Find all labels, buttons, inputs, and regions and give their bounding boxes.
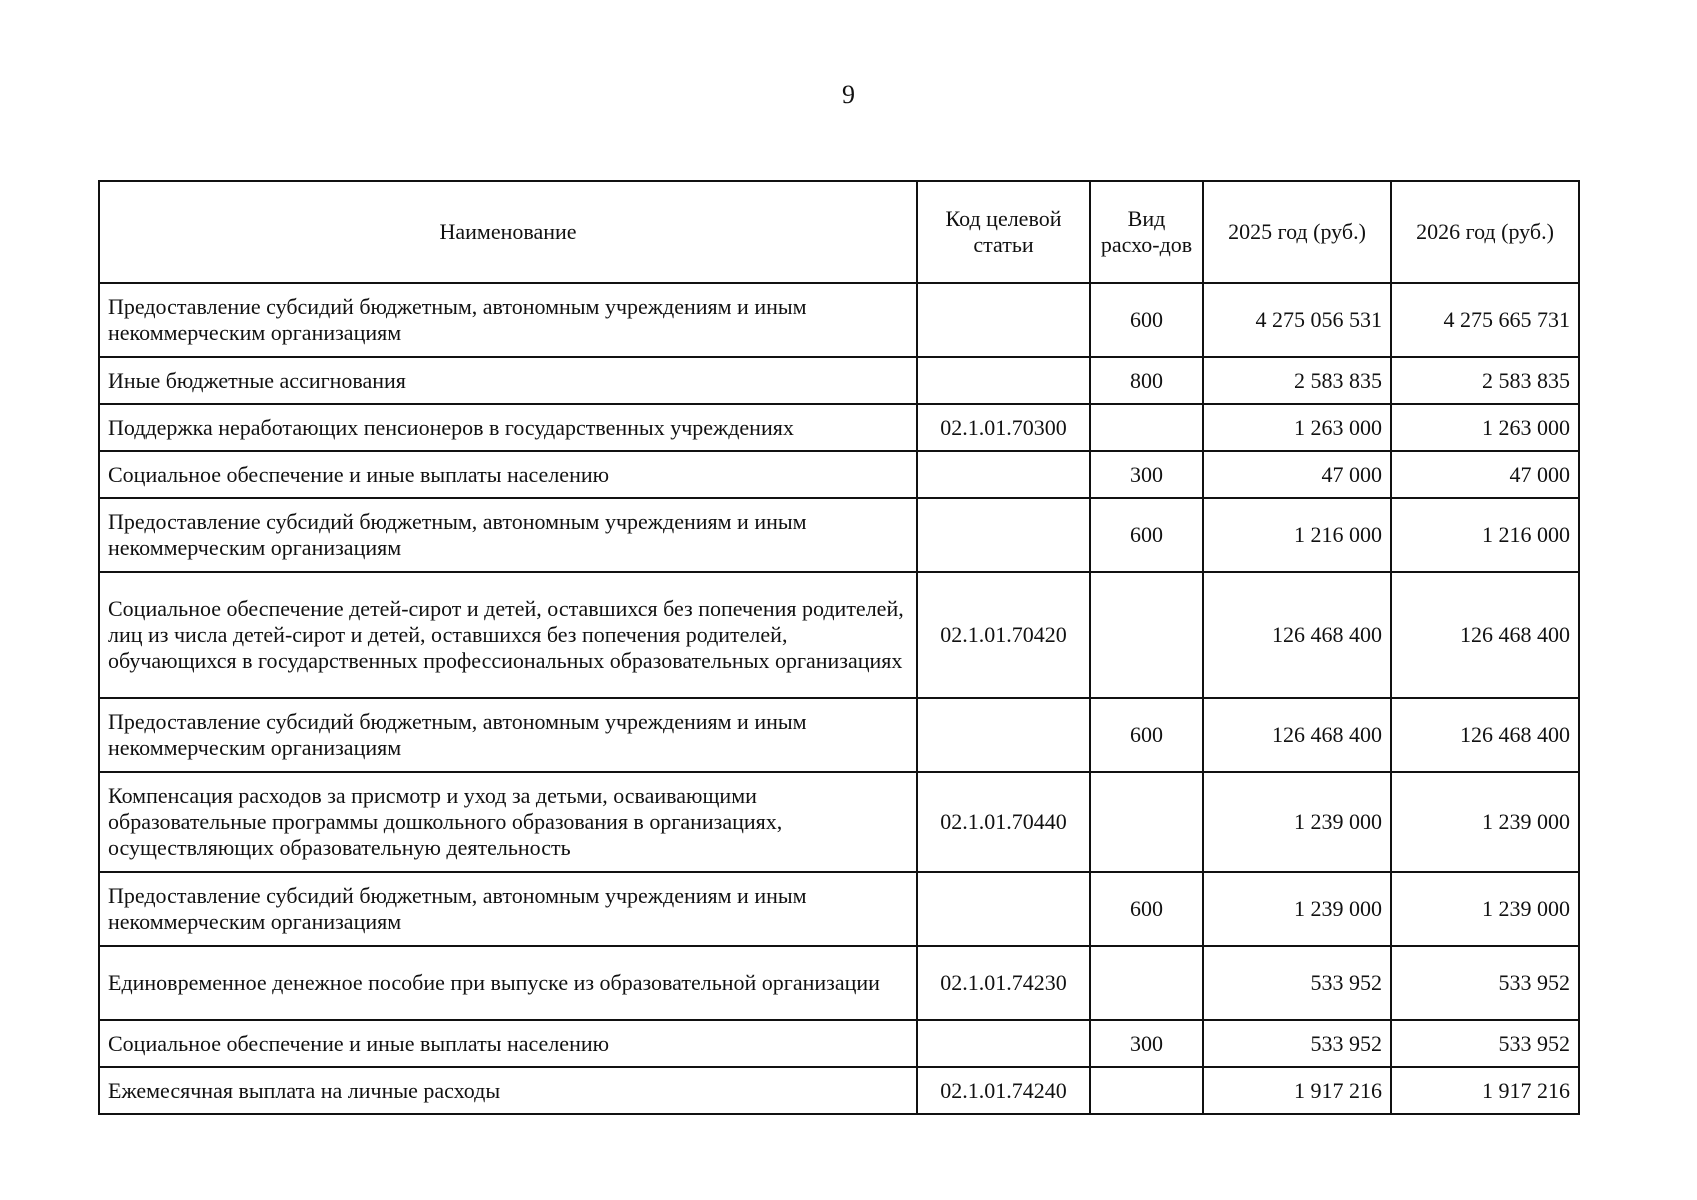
row-amount-2026: 533 952: [1391, 1020, 1579, 1067]
row-code: [917, 1020, 1090, 1067]
row-code: [917, 872, 1090, 946]
header-year-2026: 2026 год (руб.): [1391, 181, 1579, 283]
row-amount-2026: 1 239 000: [1391, 872, 1579, 946]
row-code: [917, 498, 1090, 572]
row-amount-2025: 1 917 216: [1203, 1067, 1391, 1114]
row-expense-type: 600: [1090, 698, 1203, 772]
row-amount-2025: 126 468 400: [1203, 698, 1391, 772]
row-code: 02.1.01.74230: [917, 946, 1090, 1020]
header-code: Код целевой статьи: [917, 181, 1090, 283]
table-row: [99, 872, 1579, 946]
row-amount-2026: 1 263 000: [1391, 404, 1579, 451]
row-code: 02.1.01.74240: [917, 1067, 1090, 1114]
row-amount-2026: 47 000: [1391, 451, 1579, 498]
table-row: [99, 1067, 1579, 1114]
table-row: [99, 404, 1579, 451]
header-name: Наименование: [99, 181, 917, 283]
row-expense-type: 600: [1090, 498, 1203, 572]
row-amount-2025: 2 583 835: [1203, 357, 1391, 404]
row-name: Компенсация расходов за присмотр и уход за детьми, осваивающими образовательные программы дошкольного образования в организациях, осуществляющих образовательную деятельность: [99, 772, 917, 872]
row-code: 02.1.01.70440: [917, 772, 1090, 872]
row-expense-type: [1090, 772, 1203, 872]
row-amount-2025: 4 275 056 531: [1203, 283, 1391, 357]
row-amount-2026: 1 917 216: [1391, 1067, 1579, 1114]
row-expense-type: 300: [1090, 1020, 1203, 1067]
row-expense-type: 800: [1090, 357, 1203, 404]
row-amount-2026: 1 216 000: [1391, 498, 1579, 572]
table-row: [99, 1020, 1579, 1067]
table-header-row: [99, 181, 1579, 283]
row-code: 02.1.01.70300: [917, 404, 1090, 451]
row-amount-2026: 126 468 400: [1391, 698, 1579, 772]
row-amount-2025: 126 468 400: [1203, 572, 1391, 698]
table-row: [99, 946, 1579, 1020]
row-amount-2025: 1 239 000: [1203, 872, 1391, 946]
row-amount-2026: 2 583 835: [1391, 357, 1579, 404]
row-amount-2025: 533 952: [1203, 946, 1391, 1020]
row-amount-2026: 1 239 000: [1391, 772, 1579, 872]
row-amount-2025: 1 239 000: [1203, 772, 1391, 872]
row-expense-type: [1090, 1067, 1203, 1114]
table-row: [99, 498, 1579, 572]
table-row: [99, 572, 1579, 698]
row-name: Предоставление субсидий бюджетным, автономным учреждениям и иным некоммерческим организациям: [99, 872, 917, 946]
row-expense-type: [1090, 572, 1203, 698]
row-amount-2026: 126 468 400: [1391, 572, 1579, 698]
row-name: Иные бюджетные ассигнования: [99, 357, 917, 404]
table-row: [99, 698, 1579, 772]
header-year-2025: 2025 год (руб.): [1203, 181, 1391, 283]
row-expense-type: 600: [1090, 283, 1203, 357]
row-name: Социальное обеспечение и иные выплаты населению: [99, 451, 917, 498]
row-name: Ежемесячная выплата на личные расходы: [99, 1067, 917, 1114]
row-code: [917, 451, 1090, 498]
row-code: [917, 357, 1090, 404]
row-name: Поддержка неработающих пенсионеров в государственных учреждениях: [99, 404, 917, 451]
row-expense-type: 600: [1090, 872, 1203, 946]
table-row: [99, 357, 1579, 404]
header-type: Вид расхо-дов: [1090, 181, 1203, 283]
row-name: Предоставление субсидий бюджетным, автономным учреждениям и иным некоммерческим организациям: [99, 498, 917, 572]
row-name: Предоставление субсидий бюджетным, автономным учреждениям и иным некоммерческим организациям: [99, 283, 917, 357]
row-name: Предоставление субсидий бюджетным, автономным учреждениям и иным некоммерческим организациям: [99, 698, 917, 772]
table-row: [99, 772, 1579, 872]
row-name: Единовременное денежное пособие при выпуске из образовательной организации: [99, 946, 917, 1020]
row-expense-type: 300: [1090, 451, 1203, 498]
page-number: 9: [842, 80, 855, 109]
row-code: [917, 283, 1090, 357]
row-code: 02.1.01.70420: [917, 572, 1090, 698]
row-amount-2026: 533 952: [1391, 946, 1579, 1020]
row-name: Социальное обеспечение и иные выплаты населению: [99, 1020, 917, 1067]
table-row: [99, 451, 1579, 498]
row-amount-2025: 533 952: [1203, 1020, 1391, 1067]
table-row: [99, 283, 1579, 357]
row-name: Социальное обеспечение детей-сирот и детей, оставшихся без попечения родителей, лиц из числа детей-сирот и детей, оставшихся без попечения родителей, обучающихся в государственных профессиональных образовательных организациях: [99, 572, 917, 698]
budget-table: [98, 180, 1580, 1115]
row-amount-2025: 1 216 000: [1203, 498, 1391, 572]
row-amount-2025: 47 000: [1203, 451, 1391, 498]
row-expense-type: [1090, 404, 1203, 451]
row-amount-2025: 1 263 000: [1203, 404, 1391, 451]
row-expense-type: [1090, 946, 1203, 1020]
row-code: [917, 698, 1090, 772]
row-amount-2026: 4 275 665 731: [1391, 283, 1579, 357]
